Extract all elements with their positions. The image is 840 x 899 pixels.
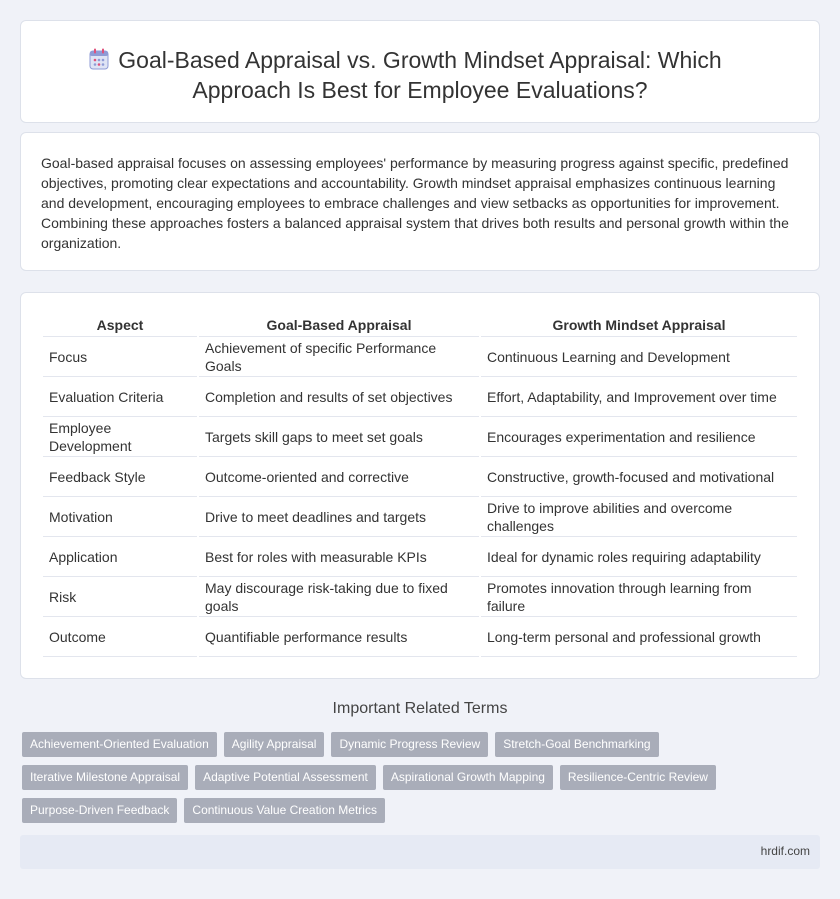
table-row — [43, 577, 797, 617]
table-cell-aspect: Evaluation Criteria — [43, 377, 197, 417]
table-row — [43, 417, 797, 457]
related-term-tag[interactable]: Dynamic Progress Review — [331, 732, 488, 757]
table-cell-goal-based: Best for roles with measurable KPIs — [199, 537, 479, 577]
related-terms-list — [22, 732, 812, 823]
table-cell-goal-based: Achievement of specific Performance Goals — [199, 337, 479, 377]
table-cell-growth-mindset: Continuous Learning and Development — [481, 337, 797, 377]
table-cell-aspect: Employee Development — [43, 417, 197, 457]
table-row — [43, 337, 797, 377]
intro-card — [20, 132, 820, 271]
table-row — [43, 497, 797, 537]
table-header-row — [43, 315, 797, 337]
table-row — [43, 457, 797, 497]
table-row — [43, 537, 797, 577]
table-cell-growth-mindset: Ideal for dynamic roles requiring adaptability — [481, 537, 797, 577]
column-header-growth-mindset: Growth Mindset Appraisal — [481, 315, 797, 337]
table-cell-goal-based: Quantifiable performance results — [199, 617, 479, 657]
table-row — [43, 617, 797, 657]
column-header-aspect: Aspect — [43, 315, 197, 337]
table-cell-goal-based: Outcome-oriented and corrective — [199, 457, 479, 497]
page-title: Goal-Based Appraisal vs. Growth Mindset Appraisal: Which Approach Is Best for Employee Evaluations? — [118, 47, 722, 103]
table-cell-goal-based: Drive to meet deadlines and targets — [199, 497, 479, 537]
footer-bar — [20, 835, 820, 869]
table-cell-goal-based: Completion and results of set objectives — [199, 377, 479, 417]
table-cell-growth-mindset: Effort, Adaptability, and Improvement over time — [481, 377, 797, 417]
table-cell-aspect: Feedback Style — [43, 457, 197, 497]
table-cell-growth-mindset: Long-term personal and professional growth — [481, 617, 797, 657]
related-term-tag[interactable]: Agility Appraisal — [224, 732, 325, 757]
header-card — [20, 20, 820, 123]
intro-paragraph: Goal-based appraisal focuses on assessing employees' performance by measuring progress against specific, predefined objectives, promoting clear expectations and accountability. Growth mindset appraisal emphasizes continuous learning and development, encouraging employees to embrace challenges and view setbacks as opportunities for improvement. Combining these approaches fosters a balanced appraisal system that drives both results and personal growth within the organization. — [41, 155, 789, 251]
related-term-tag[interactable]: Iterative Milestone Appraisal — [22, 765, 188, 790]
related-term-tag[interactable]: Achievement-Oriented Evaluation — [22, 732, 217, 757]
table-cell-aspect: Risk — [43, 577, 197, 617]
table-cell-growth-mindset: Drive to improve abilities and overcome challenges — [481, 497, 797, 537]
table-cell-aspect: Motivation — [43, 497, 197, 537]
comparison-table — [41, 315, 799, 657]
related-term-tag[interactable]: Stretch-Goal Benchmarking — [495, 732, 658, 757]
table-cell-aspect: Focus — [43, 337, 197, 377]
column-header-goal-based: Goal-Based Appraisal — [199, 315, 479, 337]
table-cell-growth-mindset: Constructive, growth-focused and motivational — [481, 457, 797, 497]
related-term-tag[interactable]: Adaptive Potential Assessment — [195, 765, 376, 790]
comparison-card — [20, 292, 820, 679]
table-cell-goal-based: Targets skill gaps to meet set goals — [199, 417, 479, 457]
related-term-tag[interactable]: Resilience-Centric Review — [560, 765, 716, 790]
table-cell-growth-mindset: Promotes innovation through learning from failure — [481, 577, 797, 617]
related-term-tag[interactable]: Aspirational Growth Mapping — [383, 765, 553, 790]
related-term-tag[interactable]: Purpose-Driven Feedback — [22, 798, 177, 823]
table-cell-aspect: Application — [43, 537, 197, 577]
table-cell-goal-based: May discourage risk-taking due to fixed goals — [199, 577, 479, 617]
table-cell-aspect: Outcome — [43, 617, 197, 657]
related-terms-heading: Important Related Terms — [332, 700, 508, 717]
table-row — [43, 377, 797, 417]
related-term-tag[interactable]: Continuous Value Creation Metrics — [184, 798, 385, 823]
footer-site-link[interactable]: hrdif.com — [760, 844, 810, 858]
table-cell-growth-mindset: Encourages experimentation and resilience — [481, 417, 797, 457]
